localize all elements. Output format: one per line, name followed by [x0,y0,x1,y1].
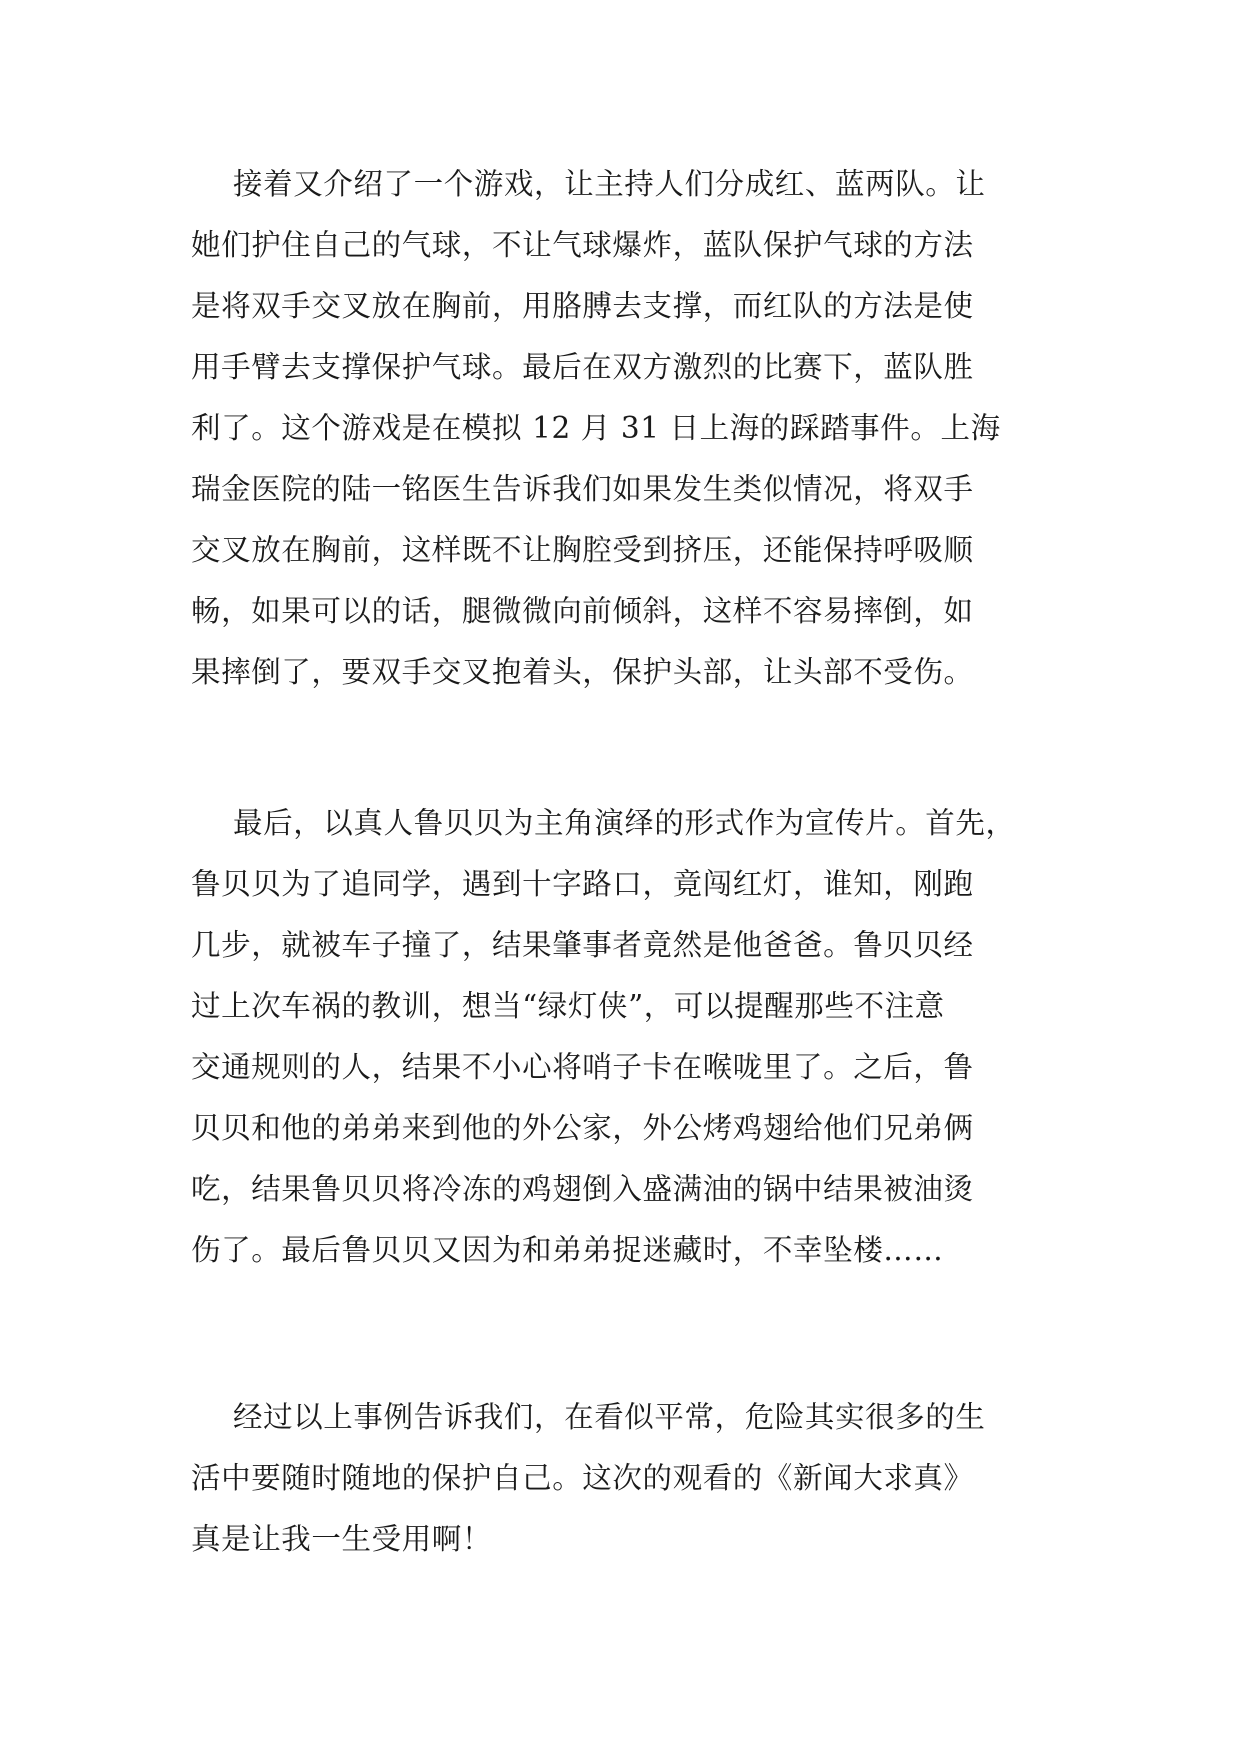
paragraph-line: 活中要随时随地的保护自己。这次的观看的《新闻大求真》 [191,1461,974,1495]
paragraph-line: 交通规则的人，结果不小心将哨子卡在喉咙里了。之后，鲁 [191,1050,974,1084]
paragraph-line: 利了。这个游戏是在模拟 12 月 31 日上海的踩踏事件。上海 [191,411,1001,445]
paragraph-line: 接着又介绍了一个游戏，让主持人们分成红、蓝两队。让 [233,167,986,201]
paragraph-line: 几步，就被车子撞了，结果肇事者竟然是他爸爸。鲁贝贝经 [191,928,974,962]
paragraph-line: 伤了。最后鲁贝贝又因为和弟弟捉迷藏时，不幸坠楼…… [191,1233,944,1267]
paragraph-line: 用手臂去支撑保护气球。最后在双方激烈的比赛下，蓝队胜 [191,350,974,384]
paragraph-line: 真是让我一生受用啊！ [191,1522,493,1556]
paragraph-line: 鲁贝贝为了追同学，遇到十字路口，竟闯红灯，谁知，刚跑 [191,867,974,901]
paragraph-lu-beibei [191,793,1061,1281]
paragraph-line: 过上次车祸的教训，想当“绿灯侠”，可以提醒那些不注意 [191,989,945,1023]
paragraph-line: 贝贝和他的弟弟来到他的外公家，外公烤鸡翅给他们兄弟俩 [191,1111,974,1145]
paragraph-line: 她们护住自己的气球，不让气球爆炸，蓝队保护气球的方法 [191,228,974,262]
paragraph-line: 果摔倒了，要双手交叉抱着头，保护头部，让头部不受伤。 [191,655,974,689]
paragraph-line: 是将双手交叉放在胸前，用胳膊去支撑，而红队的方法是使 [191,289,974,323]
paragraph-line: 最后，以真人鲁贝贝为主角演绎的形式作为宣传片。首先， [233,806,1016,840]
paragraph-safety-game [191,154,1061,703]
paragraph-line: 交叉放在胸前，这样既不让胸腔受到挤压，还能保持呼吸顺 [191,533,974,567]
paragraph-line: 畅，如果可以的话，腿微微向前倾斜，这样不容易摔倒，如 [191,594,974,628]
paragraph-conclusion [191,1387,1061,1570]
paragraph-line: 吃，结果鲁贝贝将冷冻的鸡翅倒入盛满油的锅中结果被油烫 [191,1172,974,1206]
paragraph-line: 经过以上事例告诉我们，在看似平常，危险其实很多的生 [233,1400,986,1434]
paragraph-line: 瑞金医院的陆一铭医生告诉我们如果发生类似情况，将双手 [191,472,974,506]
